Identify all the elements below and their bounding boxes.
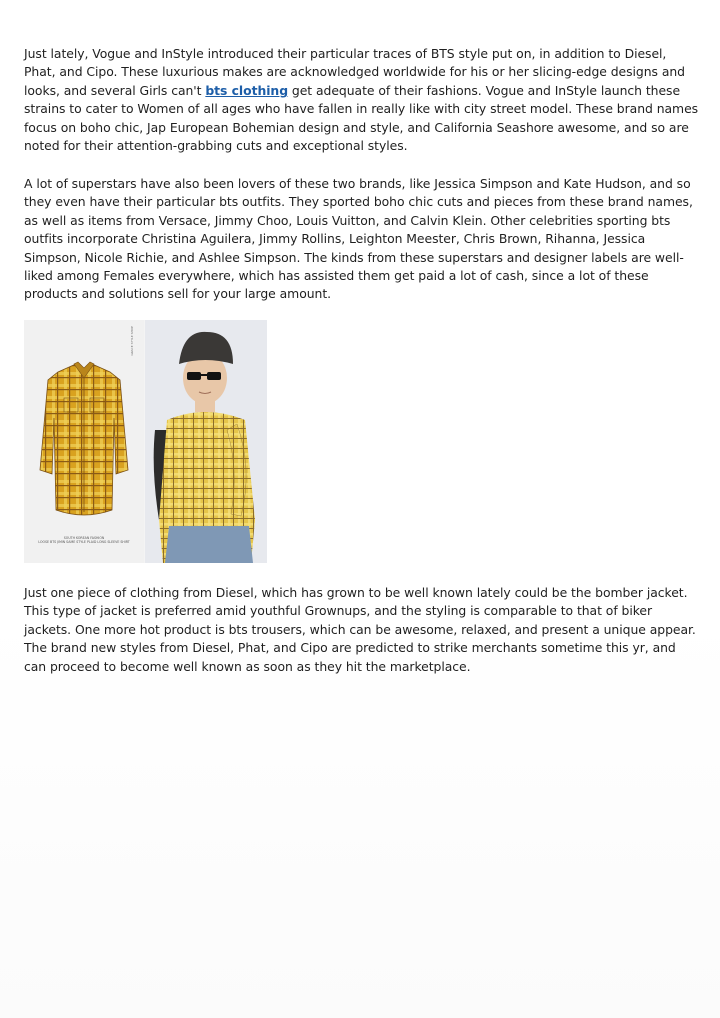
paragraph-1-text-start: Just lately, Vogue and InStyle introduced their particular traces of BTS style put on, in addition to Diesel, Phat, and Cipo. These luxurious makes are acknowledged worldwide for his or her slicing-edge designs and looks, and several Girls can't	[24, 46, 685, 98]
shirt-caption: SOUTH KOREAN FASHION LOOSE BTS JIMIN SAME STYLE PLAID LONG SLEEVE SHIRT	[38, 536, 130, 544]
paragraph-2: A lot of superstars have also been lovers of these two brands, like Jessica Simpson and Kate Hudson, and so they even have their particular bts outfits. They sported boho chic cuts and pieces from these brand names, as well as items from Versace, Jimmy Choo, Louis Vuitton, and Calvin Klein. Other celebrities sporting bts outfits incorporate Christina Aguilera, Jimmy Rollins, Leighton Meester, Chris Brown, Rihanna, Jessica Simpson, Nicole Richie, and Ashlee Simpson. The kinds from these superstars and designer labels are well-liked among Females everywhere, which has assisted them get paid a lot of cash, since a lot of these products and solutions sell for your large amount.	[24, 176, 693, 302]
bts-clothing-link[interactable]: bts clothing	[205, 82, 289, 98]
side-label: GRACE STYLE SHOP	[130, 326, 134, 356]
plaid-shirt-photo	[24, 320, 144, 563]
paragraph-3: Just one piece of clothing from Diesel, which has grown to be well known lately could be the bomber jacket. This type of jacket is preferred amid youthful Grownups, and the styling is comparable to that of biker jackets. One more hot product is bts trousers, which can be awesome, relaxed, and present a unique appear. The brand new styles from Diesel, Phat, and Cipo are predicted to strike merchants sometime this yr, and can proceed to become well known as soon as they hit the marketplace.	[24, 585, 696, 674]
product-image	[24, 320, 267, 563]
paragraph-1	[24, 45, 700, 155]
model-photo	[145, 320, 267, 563]
model-illustration	[145, 320, 267, 563]
paragraph-1-text-end: get adequate of their fashions. Vogue and InStyle launch these strains to cater to Women of all ages who have fallen in really like with city street model. These brand names focus on boho chic, Jap European Bohemian design and style, and California Seashore awesome, and so are noted for their attention-grabbing cuts and exceptional styles.	[24, 82, 699, 154]
plaid-shirt-illustration	[24, 320, 144, 563]
